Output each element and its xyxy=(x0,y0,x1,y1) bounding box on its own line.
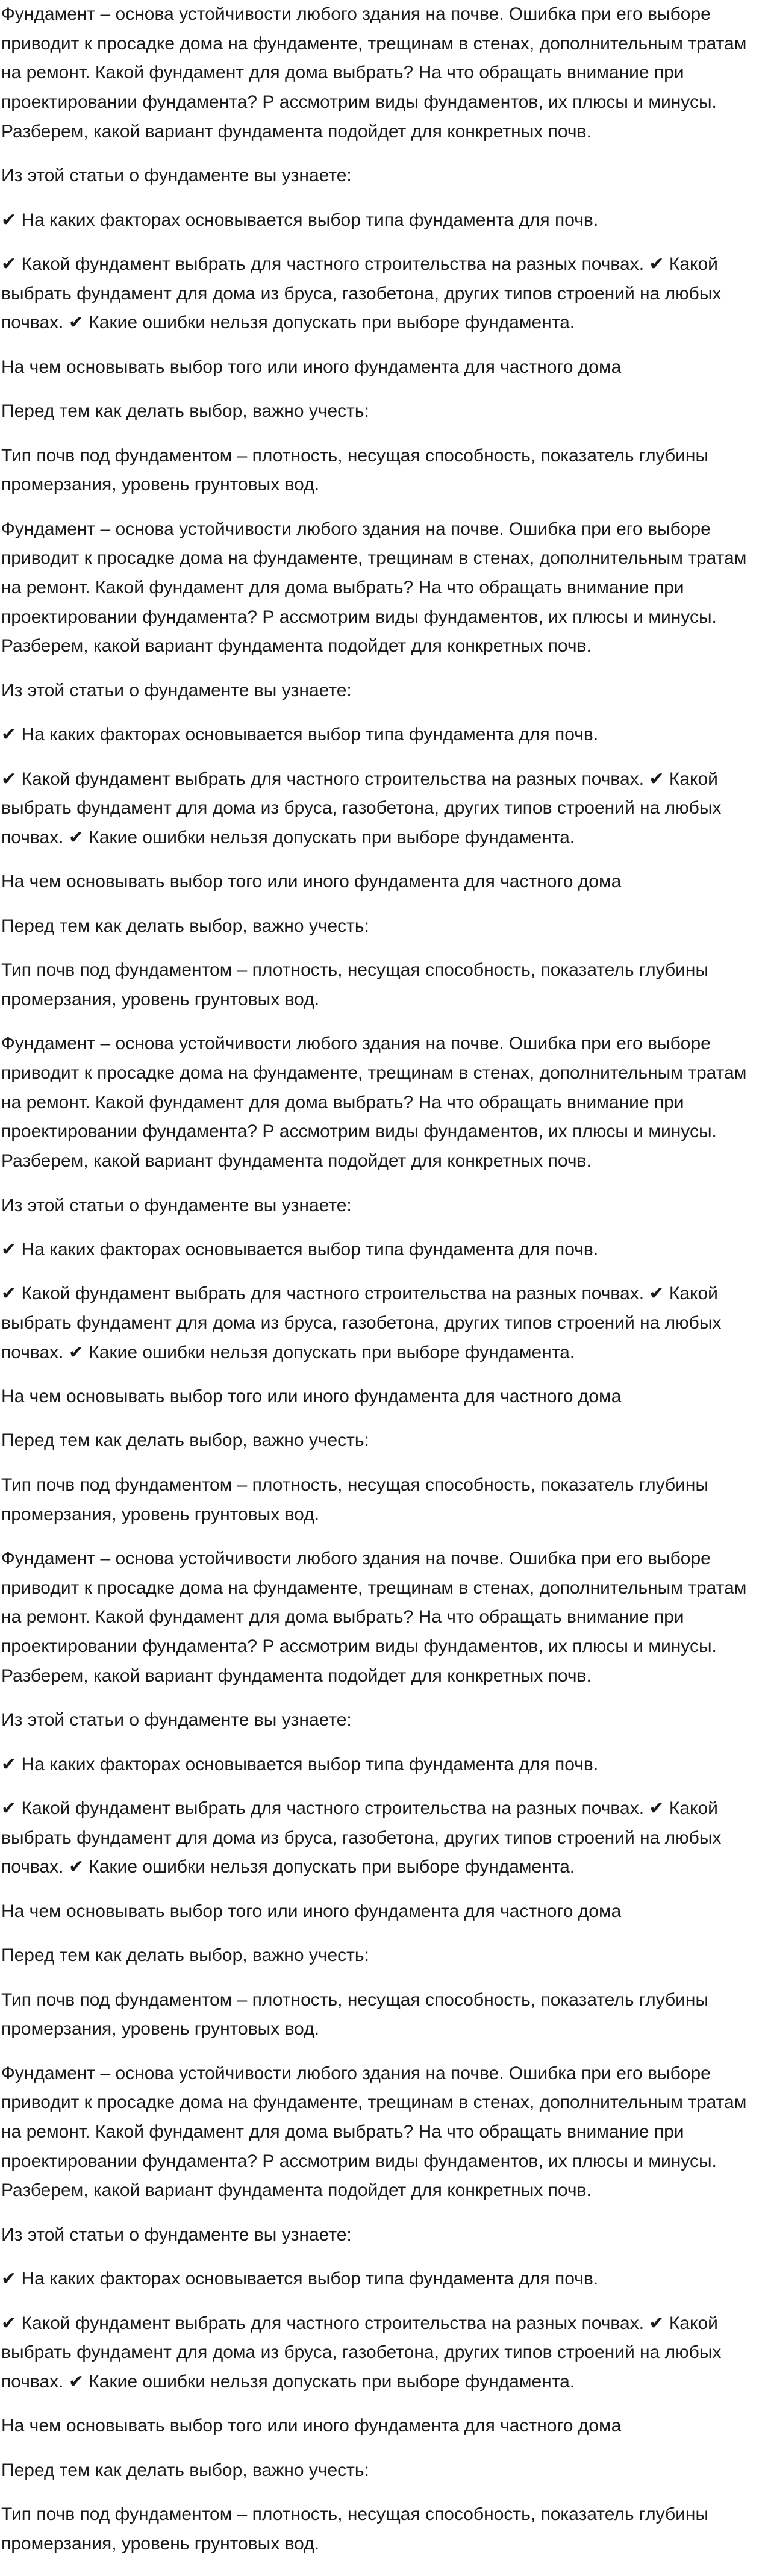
article-paragraph: Из этой статьи о фундаменте вы узнаете: xyxy=(1,166,352,186)
article-paragraph: ✔ На каких факторах основывается выбор типа фундамента для почв. xyxy=(1,2269,599,2289)
article-paragraph: Перед тем как делать выбор, важно учесть: xyxy=(1,2460,369,2480)
article-paragraph: Тип почв под фундаментом – плотность, несущая способность, показатель глубины промерзания, уровень грунтовых вод. xyxy=(1,1989,709,2039)
article-paragraph: Тип почв под фундаментом – плотность, несущая способность, показатель глубины промерзания, уровень грунтовых вод. xyxy=(1,2504,709,2554)
article-paragraph: Перед тем как делать выбор, важно учесть: xyxy=(1,915,369,936)
article-paragraph: Тип почв под фундаментом – плотность, несущая способность, показатель глубины промерзания, уровень грунтовых вод. xyxy=(1,445,709,495)
article-paragraph: На чем основывать выбор того или иного фундамента для частного дома xyxy=(1,2416,622,2436)
article-paragraph: ✔ Какой фундамент выбрать для частного строительства на разных почвах. ✔ Какой выбрать фундамент для дома из бруса, газобетона, других типов строений на любых почвах. ✔ Какие ошибки нельзя допускать при выборе фундамента. xyxy=(1,1283,722,1362)
article-paragraph: Тип почв под фундаментом – плотность, несущая способность, показатель глубины промерзания, уровень грунтовых вод. xyxy=(1,1474,709,1524)
article-paragraph: ✔ На каких факторах основывается выбор типа фундамента для почв. xyxy=(1,725,599,745)
article-paragraph: ✔ На каких факторах основывается выбор типа фундамента для почв. xyxy=(1,1239,599,1259)
article-paragraph: На чем основывать выбор того или иного фундамента для частного дома xyxy=(1,357,622,377)
article-paragraph: ✔ На каких факторах основывается выбор типа фундамента для почв. xyxy=(1,210,599,230)
article-paragraph: ✔ Какой фундамент выбрать для частного строительства на разных почвах. ✔ Какой выбрать фундамент для дома из бруса, газобетона, других типов строений на любых почвах. ✔ Какие ошибки нельзя допускать при выборе фундамента. xyxy=(1,1798,722,1877)
article-paragraph: Из этой статьи о фундаменте вы узнаете: xyxy=(1,1195,352,1215)
article-paragraph: Фундамент – основа устойчивости любого здания на почве. Ошибка при его выборе приводит к просадке дома на фундаменте, трещинам в стенах, дополнительным тратам на ремонт. Какой фундамент для дома выбрать? На что обращать внимание при проектировании фундамента? Р ассмотрим виды фундаментов, их плюсы и минусы. Разберем, какой вариант фундамента подойдет для конкретных почв. xyxy=(1,4,747,142)
article-paragraph: Из этой статьи о фундаменте вы узнаете: xyxy=(1,2224,352,2245)
article-paragraph: Фундамент – основа устойчивости любого здания на почве. Ошибка при его выборе приводит к просадке дома на фундаменте, трещинам в стенах, дополнительным тратам на ремонт. Какой фундамент для дома выбрать? На что обращать внимание при проектировании фундамента? Р ассмотрим виды фундаментов, их плюсы и минусы. Разберем, какой вариант фундамента подойдет для конкретных почв. xyxy=(1,2063,747,2201)
article-paragraph: Перед тем как делать выбор, важно учесть: xyxy=(1,1430,369,1451)
article-paragraph: Перед тем как делать выбор, важно учесть: xyxy=(1,1945,369,1966)
article-paragraph: Фундамент – основа устойчивости любого здания на почве. Ошибка при его выборе приводит к просадке дома на фундаменте, трещинам в стенах, дополнительным тратам на ремонт. Какой фундамент для дома выбрать? На что обращать внимание при проектировании фундамента? Р ассмотрим виды фундаментов, их плюсы и минусы. Разберем, какой вариант фундамента подойдет для конкретных почв. xyxy=(1,1548,747,1686)
article-paragraph: ✔ На каких факторах основывается выбор типа фундамента для почв. xyxy=(1,1754,599,1774)
article-paragraph: Из этой статьи о фундаменте вы узнаете: xyxy=(1,680,352,700)
article-paragraph: ✔ Какой фундамент выбрать для частного строительства на разных почвах. ✔ Какой выбрать фундамент для дома из бруса, газобетона, других типов строений на любых почвах. ✔ Какие ошибки нельзя допускать при выборе фундамента. xyxy=(1,769,722,848)
article-paragraph: Фундамент – основа устойчивости любого здания на почве. Ошибка при его выборе приводит к просадке дома на фундаменте, трещинам в стенах, дополнительным тратам на ремонт. Какой фундамент для дома выбрать? На что обращать внимание при проектировании фундамента? Р ассмотрим виды фундаментов, их плюсы и минусы. Разберем, какой вариант фундамента подойдет для конкретных почв. xyxy=(1,1034,747,1171)
article-paragraph: Фундамент – основа устойчивости любого здания на почве. Ошибка при его выборе приводит к просадке дома на фундаменте, трещинам в стенах, дополнительным тратам на ремонт. Какой фундамент для дома выбрать? На что обращать внимание при проектировании фундамента? Р ассмотрим виды фундаментов, их плюсы и минусы. Разберем, какой вариант фундамента подойдет для конкретных почв. xyxy=(1,519,747,656)
article-paragraph: ✔ Какой фундамент выбрать для частного строительства на разных почвах. ✔ Какой выбрать фундамент для дома из бруса, газобетона, других типов строений на любых почвах. ✔ Какие ошибки нельзя допускать при выборе фундамента. xyxy=(1,254,722,333)
article-paragraph: ✔ Какой фундамент выбрать для частного строительства на разных почвах. ✔ Какой выбрать фундамент для дома из бруса, газобетона, других типов строений на любых почвах. ✔ Какие ошибки нельзя допускать при выборе фундамента. xyxy=(1,2313,722,2392)
article-paragraph: На чем основывать выбор того или иного фундамента для частного дома xyxy=(1,1386,622,1407)
article-paragraph: Из этой статьи о фундаменте вы узнаете: xyxy=(1,1710,352,1730)
article-paragraph: На чем основывать выбор того или иного фундамента для частного дома xyxy=(1,1901,622,1921)
article-paragraph: Тип почв под фундаментом – плотность, несущая способность, показатель глубины промерзания, уровень грунтовых вод. xyxy=(1,960,709,1009)
article-paragraph: Перед тем как делать выбор, важно учесть: xyxy=(1,401,369,422)
article-paragraph: На чем основывать выбор того или иного фундамента для частного дома xyxy=(1,872,622,892)
